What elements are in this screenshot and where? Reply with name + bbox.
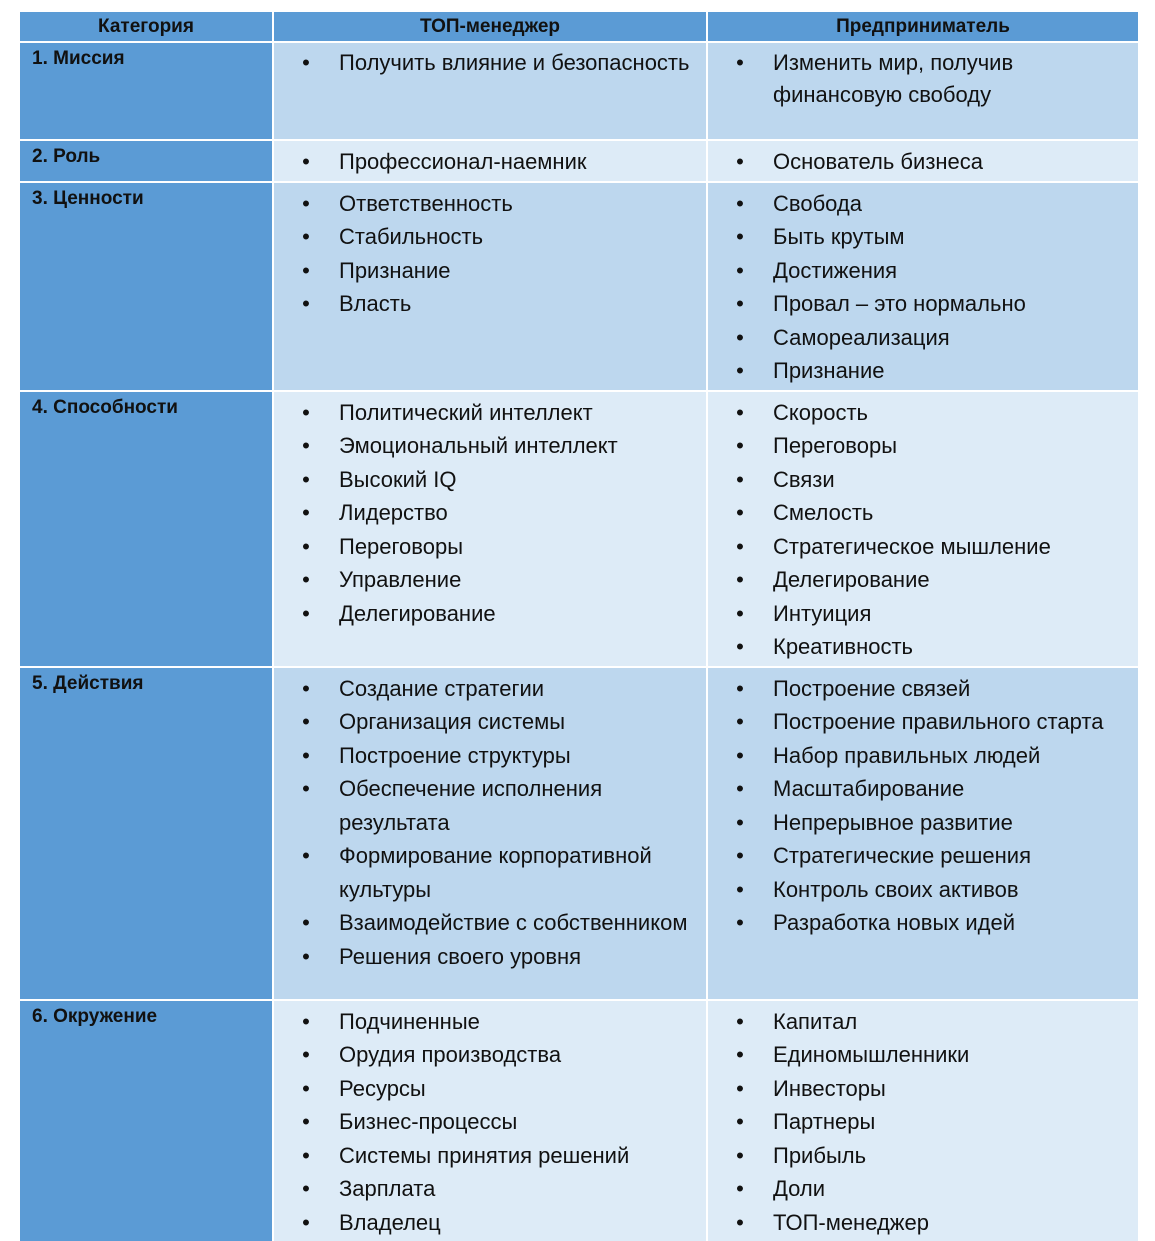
list-item: [708, 672, 1132, 706]
list-item-text: Набор правильных людей: [773, 743, 1040, 768]
bullet-list: [708, 141, 1138, 181]
list-item: [274, 530, 700, 564]
bullet-icon: •: [299, 940, 313, 974]
bullet-icon: •: [299, 839, 313, 873]
bullet-icon: •: [733, 1072, 747, 1106]
bullet-list: [274, 183, 706, 323]
bullet-icon: •: [299, 287, 313, 321]
bullet-icon: •: [299, 496, 313, 530]
list-item: [708, 739, 1132, 773]
list-item: [708, 839, 1132, 873]
bullet-icon: •: [733, 429, 747, 463]
bullet-icon: •: [733, 1139, 747, 1173]
list-item-text: Владелец: [339, 1210, 441, 1235]
table-row: [20, 667, 1138, 1000]
bullet-icon: •: [299, 254, 313, 288]
list-item-text: Самореализация: [773, 325, 950, 350]
bullet-icon: •: [299, 1038, 313, 1072]
list-item: [274, 429, 700, 463]
list-item-text: Стабильность: [339, 224, 483, 249]
list-item-text: Непрерывное развитие: [773, 810, 1013, 835]
top-manager-cell: [273, 140, 707, 182]
list-item-text: Формирование корпоративной культуры: [339, 843, 652, 902]
header-top-manager: ТОП-менеджер: [273, 12, 707, 42]
list-item: [274, 563, 700, 597]
list-item-text: Решения своего уровня: [339, 944, 581, 969]
list-item-text: Инвесторы: [773, 1076, 886, 1101]
table-header-row: [20, 12, 1138, 42]
list-item: [708, 220, 1132, 254]
list-item-text: Управление: [339, 567, 461, 592]
list-item-text: Подчиненные: [339, 1009, 480, 1034]
bullet-icon: •: [299, 47, 313, 79]
bullet-icon: •: [299, 145, 313, 179]
list-item: [274, 739, 700, 773]
list-item: [274, 705, 700, 739]
list-item: [274, 839, 700, 906]
list-item: [274, 1139, 700, 1173]
entrepreneur-cell: [707, 1000, 1138, 1241]
bullet-icon: •: [733, 1172, 747, 1206]
category-cell: 4. Способности: [20, 391, 273, 667]
list-item: [708, 563, 1132, 597]
bullet-icon: •: [299, 1072, 313, 1106]
list-item-text: Стратегические решения: [773, 843, 1031, 868]
category-cell: 6. Окружение: [20, 1000, 273, 1241]
list-item: [274, 1206, 700, 1240]
list-item: [708, 187, 1132, 221]
list-item-text: Достижения: [773, 258, 897, 283]
bullet-icon: •: [299, 739, 313, 773]
bullet-list: [274, 43, 706, 81]
list-item: [274, 396, 700, 430]
top-manager-cell: [273, 391, 707, 667]
list-item: [274, 187, 700, 221]
list-item: [274, 772, 700, 839]
list-item: [708, 772, 1132, 806]
header-entrepreneur: Предприниматель: [707, 12, 1138, 42]
table-row: [20, 1000, 1138, 1241]
list-item-text: Эмоциональный интеллект: [339, 433, 618, 458]
table-row: [20, 42, 1138, 140]
list-item-text: Получить влияние и безопасность: [339, 50, 689, 75]
list-item: [708, 463, 1132, 497]
list-item-text: Признание: [339, 258, 450, 283]
list-item-text: Организация системы: [339, 709, 565, 734]
list-item: [708, 396, 1132, 430]
list-item: [274, 254, 700, 288]
bullet-list: [708, 392, 1138, 666]
bullet-icon: •: [733, 220, 747, 254]
list-item-text: Лидерство: [339, 500, 448, 525]
list-item-text: Разработка новых идей: [773, 910, 1015, 935]
bullet-icon: •: [299, 1105, 313, 1139]
list-item-text: Быть крутым: [773, 224, 905, 249]
list-item-text: Прибыль: [773, 1143, 866, 1168]
list-item-text: Построение связей: [773, 676, 970, 701]
list-item: [708, 429, 1132, 463]
list-item-text: Доли: [773, 1176, 825, 1201]
bullet-icon: •: [733, 672, 747, 706]
list-item: [708, 906, 1132, 940]
list-item-text: Системы принятия решений: [339, 1143, 629, 1168]
list-item: [708, 1072, 1132, 1106]
list-item-text: Делегирование: [339, 601, 496, 626]
entrepreneur-cell: [707, 140, 1138, 182]
list-item: [708, 806, 1132, 840]
bullet-icon: •: [299, 1139, 313, 1173]
bullet-icon: •: [733, 496, 747, 530]
category-cell: 5. Действия: [20, 667, 273, 1000]
list-item-text: Единомышленники: [773, 1042, 969, 1067]
bullet-icon: •: [733, 530, 747, 564]
bullet-icon: •: [733, 1005, 747, 1039]
table-row: [20, 182, 1138, 391]
list-item-text: Основатель бизнеса: [773, 149, 983, 174]
bullet-icon: •: [733, 630, 747, 664]
list-item: [708, 287, 1132, 321]
table-row: [20, 391, 1138, 667]
list-item: [708, 1172, 1132, 1206]
list-item-text: Обеспечение исполнения результата: [339, 776, 602, 835]
bullet-icon: •: [299, 530, 313, 564]
list-item: [708, 597, 1132, 631]
list-item: [708, 1105, 1132, 1139]
bullet-icon: •: [733, 396, 747, 430]
bullet-list: [274, 141, 706, 181]
bullet-icon: •: [733, 463, 747, 497]
category-cell: 1. Миссия: [20, 42, 273, 140]
list-item-text: Креативность: [773, 634, 913, 659]
table-body: [20, 42, 1138, 1241]
bullet-icon: •: [733, 806, 747, 840]
bullet-icon: •: [733, 873, 747, 907]
bullet-icon: •: [733, 772, 747, 806]
bullet-icon: •: [733, 1206, 747, 1240]
bullet-list: [274, 668, 706, 976]
bullet-icon: •: [299, 672, 313, 706]
bullet-icon: •: [299, 597, 313, 631]
entrepreneur-cell: [707, 42, 1138, 140]
bullet-icon: •: [733, 1105, 747, 1139]
bullet-list: [708, 668, 1138, 942]
list-item-text: Профессионал-наемник: [339, 149, 587, 174]
list-item-text: Стратегическое мышление: [773, 534, 1051, 559]
bullet-icon: •: [299, 396, 313, 430]
list-item-text: Построение структуры: [339, 743, 571, 768]
comparison-table: [20, 12, 1138, 1241]
list-item-text: Капитал: [773, 1009, 857, 1034]
list-item: [708, 254, 1132, 288]
list-item: [708, 1139, 1132, 1173]
list-item-text: Масштабирование: [773, 776, 964, 801]
entrepreneur-cell: [707, 391, 1138, 667]
list-item: [274, 287, 700, 321]
list-item-text: Ответственность: [339, 191, 513, 216]
list-item: [274, 940, 700, 974]
comparison-table-wrapper: [20, 12, 1138, 1241]
bullet-icon: •: [733, 321, 747, 355]
bullet-list: [274, 1001, 706, 1241]
bullet-icon: •: [733, 839, 747, 873]
bullet-icon: •: [299, 187, 313, 221]
bullet-icon: •: [733, 563, 747, 597]
list-item-text: Скорость: [773, 400, 868, 425]
list-item: [708, 873, 1132, 907]
list-item: [708, 705, 1132, 739]
list-item: [274, 597, 700, 631]
list-item: [708, 530, 1132, 564]
bullet-list: [708, 1001, 1138, 1241]
table-row: [20, 140, 1138, 182]
bullet-icon: •: [299, 220, 313, 254]
list-item: [274, 463, 700, 497]
list-item: [274, 1005, 700, 1039]
bullet-icon: •: [733, 906, 747, 940]
list-item: [708, 145, 1132, 179]
list-item: [274, 47, 700, 79]
list-item-text: Свобода: [773, 191, 862, 216]
bullet-icon: •: [299, 429, 313, 463]
category-cell: 3. Ценности: [20, 182, 273, 391]
bullet-icon: •: [299, 906, 313, 940]
bullet-icon: •: [299, 1172, 313, 1206]
list-item: [274, 220, 700, 254]
entrepreneur-cell: [707, 667, 1138, 1000]
list-item: [274, 496, 700, 530]
top-manager-cell: [273, 42, 707, 140]
category-cell: 2. Роль: [20, 140, 273, 182]
bullet-icon: •: [733, 187, 747, 221]
bullet-icon: •: [299, 463, 313, 497]
list-item-text: Высокий IQ: [339, 467, 457, 492]
list-item-text: Делегирование: [773, 567, 930, 592]
list-item-text: Зарплата: [339, 1176, 435, 1201]
list-item: [274, 1038, 700, 1072]
bullet-icon: •: [299, 1005, 313, 1039]
top-manager-cell: [273, 1000, 707, 1241]
bullet-icon: •: [733, 47, 747, 79]
list-item: [708, 1206, 1132, 1240]
list-item-text: Власть: [339, 291, 411, 316]
list-item: [274, 1072, 700, 1106]
list-item-text: Переговоры: [339, 534, 463, 559]
list-item-text: Партнеры: [773, 1109, 875, 1134]
list-item-text: Связи: [773, 467, 835, 492]
list-item: [274, 1172, 700, 1206]
list-item: [708, 630, 1132, 664]
list-item-text: Контроль своих активов: [773, 877, 1019, 902]
list-item: [274, 145, 700, 179]
list-item-text: Интуиция: [773, 601, 871, 626]
list-item: [708, 47, 1132, 111]
bullet-icon: •: [733, 145, 747, 179]
list-item: [708, 1038, 1132, 1072]
bullet-icon: •: [299, 772, 313, 806]
list-item: [708, 354, 1132, 388]
bullet-icon: •: [299, 563, 313, 597]
list-item: [708, 1005, 1132, 1039]
list-item-text: ТОП-менеджер: [773, 1210, 929, 1235]
bullet-icon: •: [733, 354, 747, 388]
list-item-text: Признание: [773, 358, 884, 383]
bullet-icon: •: [299, 1206, 313, 1240]
list-item-text: Изменить мир, получив финансовую свободу: [773, 50, 1013, 107]
bullet-icon: •: [733, 705, 747, 739]
list-item-text: Создание стратегии: [339, 676, 544, 701]
list-item-text: Переговоры: [773, 433, 897, 458]
list-item-text: Политический интеллект: [339, 400, 593, 425]
bullet-icon: •: [733, 597, 747, 631]
top-manager-cell: [273, 182, 707, 391]
list-item-text: Построение правильного старта: [773, 709, 1103, 734]
list-item-text: Ресурсы: [339, 1076, 426, 1101]
bullet-icon: •: [733, 1038, 747, 1072]
bullet-list: [708, 183, 1138, 390]
entrepreneur-cell: [707, 182, 1138, 391]
list-item: [274, 906, 700, 940]
list-item: [274, 672, 700, 706]
bullet-icon: •: [733, 739, 747, 773]
top-manager-cell: [273, 667, 707, 1000]
bullet-icon: •: [299, 705, 313, 739]
list-item: [274, 1105, 700, 1139]
list-item-text: Смелость: [773, 500, 873, 525]
bullet-list: [708, 43, 1138, 113]
bullet-icon: •: [733, 287, 747, 321]
bullet-icon: •: [733, 254, 747, 288]
list-item-text: Бизнес-процессы: [339, 1109, 517, 1134]
list-item-text: Взаимодействие с собственником: [339, 910, 687, 935]
header-category: Категория: [20, 12, 273, 42]
list-item: [708, 321, 1132, 355]
list-item-text: Орудия производства: [339, 1042, 561, 1067]
list-item: [708, 496, 1132, 530]
bullet-list: [274, 392, 706, 633]
list-item-text: Провал – это нормально: [773, 291, 1026, 316]
